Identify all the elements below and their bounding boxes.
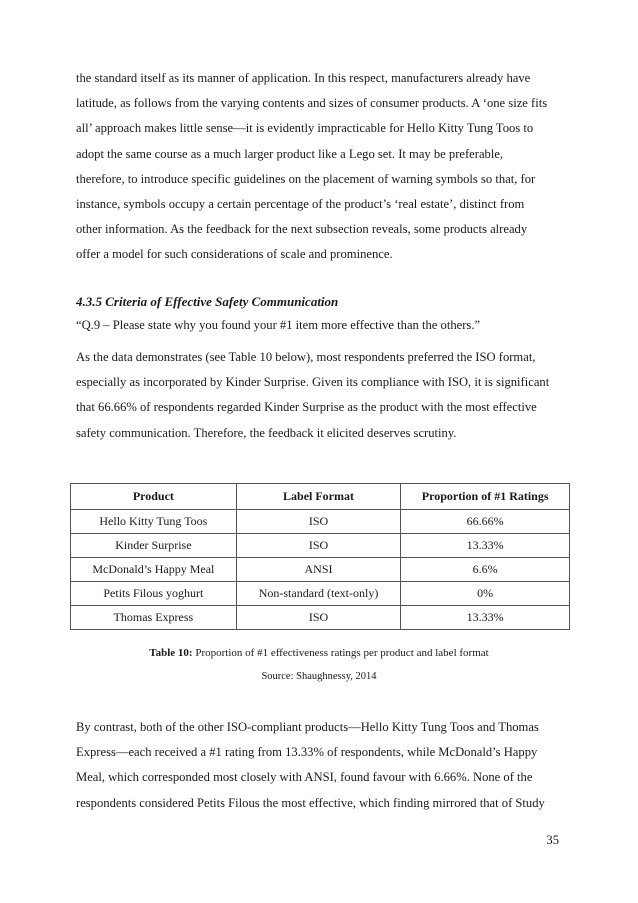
header-proportion: Proportion of #1 Ratings <box>401 484 570 510</box>
cell-product: Hello Kitty Tung Toos <box>71 510 237 534</box>
table-row <box>71 606 570 630</box>
text-line: instance, symbols occupy a certain percentage of the product’s ‘real estate’, distinct from <box>76 197 525 212</box>
body-paragraph-1 <box>76 66 576 268</box>
cell-product: McDonald’s Happy Meal <box>71 558 237 582</box>
ratings-table <box>70 483 570 630</box>
text-line: As the data demonstrates (see Table 10 below), most respondents preferred the ISO format, <box>76 350 536 364</box>
table-row <box>71 534 570 558</box>
cell-product: Petits Filous yoghurt <box>71 582 237 606</box>
text-line: that 66.66% of respondents regarded Kinder Surprise as the product with the most effective <box>76 400 537 415</box>
table-source: Source: Shaughnessy, 2014 <box>261 671 377 682</box>
cell-product: Kinder Surprise <box>71 534 237 558</box>
text-line: latitude, as follows from the varying contents and sizes of consumer products. A ‘one size fits <box>76 96 548 111</box>
cell-proportion: 13.33% <box>401 606 570 630</box>
text-line: all’ approach makes little sense—it is evidently impracticable for Hello Kitty Tung Toos to <box>76 121 534 136</box>
cell-proportion: 6.6% <box>401 558 570 582</box>
text-line: especially as incorporated by Kinder Surprise. Given its compliance with ISO, it is significant <box>76 375 550 390</box>
cell-proportion: 0% <box>401 582 570 606</box>
text-line: respondents considered Petits Filous the most effective, which finding mirrored that of Study <box>76 795 545 810</box>
header-label-format: Label Format <box>236 484 401 510</box>
cell-format: ANSI <box>236 558 401 582</box>
cell-product: Thomas Express <box>71 606 237 630</box>
table-row <box>71 582 570 606</box>
caption-label: Table 10: <box>149 647 193 659</box>
survey-question: “Q.9 – Please state why you found your #1 item more effective than the others.” <box>76 318 481 332</box>
table-row <box>71 558 570 582</box>
header-product: Product <box>71 484 237 510</box>
cell-proportion: 66.66% <box>401 510 570 534</box>
cell-format: ISO <box>236 510 401 534</box>
text-line: Express—each received a #1 rating from 13.33% of respondents, while McDonald’s Happy <box>76 745 538 760</box>
text-line: the standard itself as its manner of application. In this respect, manufacturers already have <box>76 71 531 85</box>
cell-format: Non-standard (text-only) <box>236 582 401 606</box>
body-paragraph-2 <box>76 345 576 446</box>
cell-format: ISO <box>236 606 401 630</box>
text-line: other information. As the feedback for the next subsection reveals, some products already <box>76 222 528 237</box>
caption-text: Proportion of #1 effectiveness ratings per product and label format <box>192 647 489 659</box>
cell-format: ISO <box>236 534 401 558</box>
text-line: offer a model for such considerations of scale and prominence. <box>76 247 393 262</box>
text-line: therefore, to introduce specific guidelines on the placement of warning symbols so that, for <box>76 171 536 186</box>
body-paragraph-3 <box>76 715 576 816</box>
text-line: By contrast, both of the other ISO-compliant products—Hello Kitty Tung Toos and Thomas <box>76 720 539 734</box>
table-row <box>71 510 570 534</box>
table-header-row <box>71 484 570 510</box>
text-line: safety communication. Therefore, the feedback it elicited deserves scrutiny. <box>76 425 457 440</box>
table-caption <box>0 647 638 659</box>
text-line: Meal, which corresponded most closely with ANSI, found favour with 6.66%. None of the <box>76 770 533 785</box>
text-line: adopt the same course as a much larger product like a Lego set. It may be preferable, <box>76 146 504 161</box>
page-number: 35 <box>546 833 559 847</box>
section-heading: 4.3.5 Criteria of Effective Safety Communication <box>76 294 339 309</box>
cell-proportion: 13.33% <box>401 534 570 558</box>
